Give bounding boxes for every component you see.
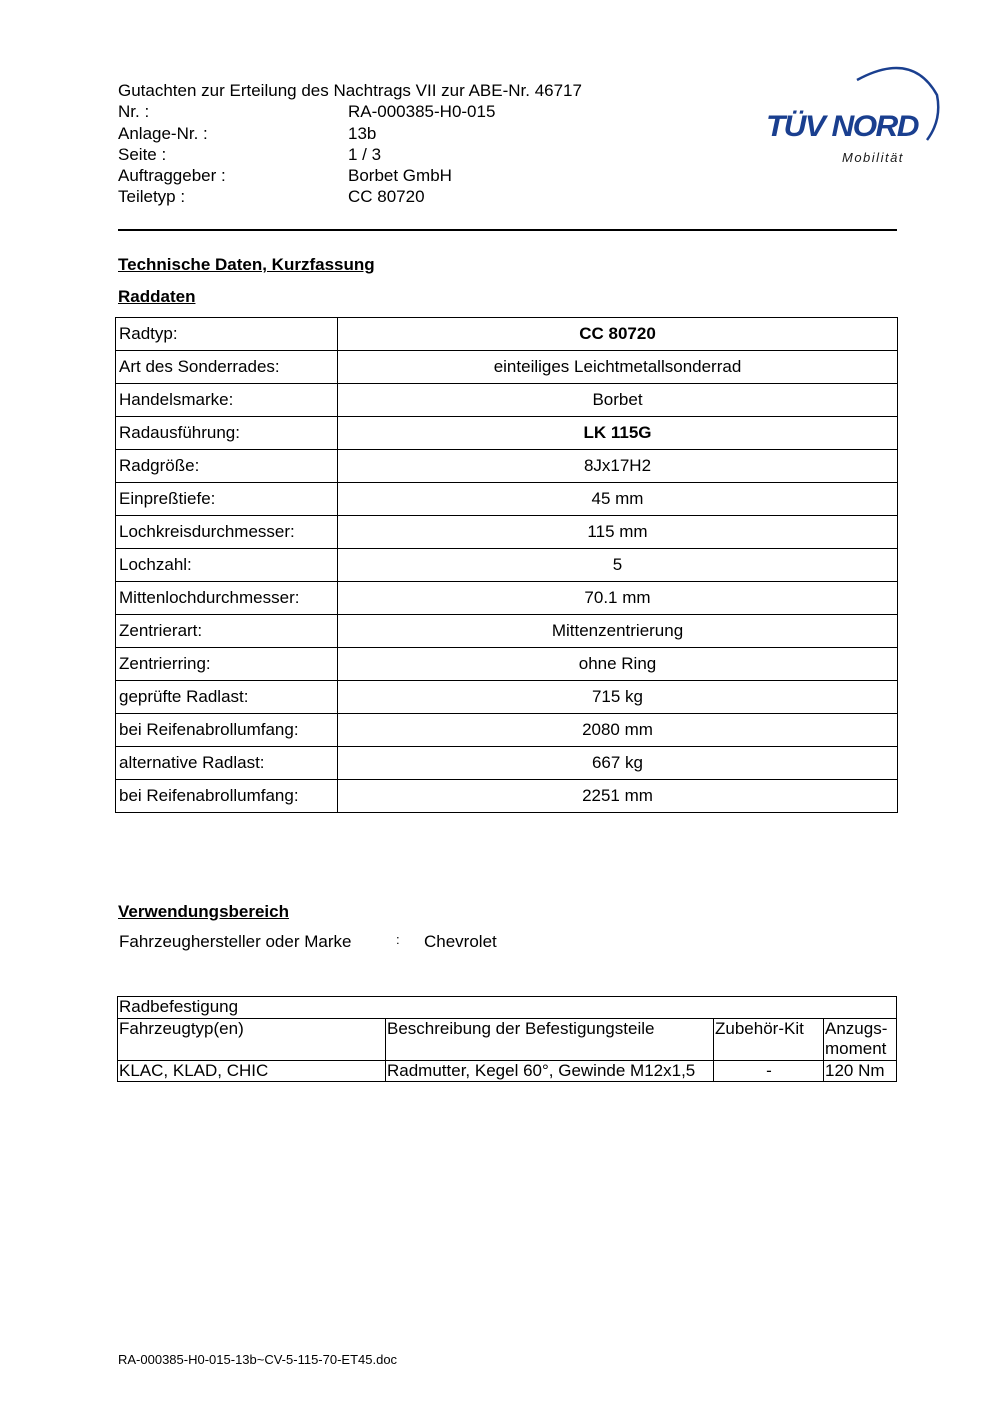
raddaten-value: 667 kg	[338, 747, 898, 780]
raddaten-value: 5	[338, 549, 898, 582]
header-row-nr	[118, 101, 582, 122]
raddaten-value: 70.1 mm	[338, 582, 898, 615]
fixing-header-kit: Zubehör-Kit	[714, 1018, 824, 1060]
table-row	[116, 483, 898, 516]
wheel-fixing-table	[117, 996, 897, 1082]
raddaten-value: CC 80720	[338, 318, 898, 351]
document-header	[118, 80, 582, 208]
table-row	[116, 549, 898, 582]
header-value: RA-000385-H0-015	[348, 102, 496, 122]
table-row	[116, 318, 898, 351]
report-title: Gutachten zur Erteilung des Nachtrags VII zur ABE-Nr. 46717	[118, 81, 582, 100]
raddaten-value: 2251 mm	[338, 780, 898, 813]
raddaten-value: 2080 mm	[338, 714, 898, 747]
header-row-auftraggeber	[118, 165, 582, 186]
table-row	[116, 417, 898, 450]
fixing-title: Radbefestigung	[118, 997, 897, 1019]
header-value: CC 80720	[348, 187, 425, 207]
raddaten-label: Lochkreisdurchmesser:	[116, 516, 338, 549]
table-row	[116, 615, 898, 648]
table-row	[116, 714, 898, 747]
raddaten-label: Handelsmarke:	[116, 384, 338, 417]
fixing-header-desc: Beschreibung der Befestigungsteile	[386, 1018, 714, 1060]
fixing-description: Radmutter, Kegel 60°, Gewinde M12x1,5	[386, 1060, 714, 1082]
header-label: Teiletyp :	[118, 187, 186, 207]
fixing-title-row	[118, 997, 897, 1019]
logo-brand: TÜV NORD	[766, 110, 918, 143]
raddaten-label: Mittenlochdurchmesser:	[116, 582, 338, 615]
raddaten-label: Radgröße:	[116, 450, 338, 483]
header-divider	[118, 229, 897, 231]
raddaten-label: Zentrierart:	[116, 615, 338, 648]
raddaten-value: 115 mm	[338, 516, 898, 549]
fixing-vehicle-types: KLAC, KLAD, CHIC	[118, 1060, 386, 1082]
fixing-header-types: Fahrzeugtyp(en)	[118, 1018, 386, 1060]
table-row	[116, 747, 898, 780]
raddaten-value: Borbet	[338, 384, 898, 417]
raddaten-value: 45 mm	[338, 483, 898, 516]
maker-label: Fahrzeughersteller oder Marke	[119, 932, 352, 951]
section-heading-tech: Technische Daten, Kurzfassung	[118, 255, 375, 274]
header-label: Anlage-Nr. :	[118, 123, 208, 143]
section-heading-verwendung: Verwendungsbereich	[118, 902, 289, 921]
raddaten-label: Radtyp:	[116, 318, 338, 351]
raddaten-label: alternative Radlast:	[116, 747, 338, 780]
table-row	[116, 516, 898, 549]
table-row	[116, 384, 898, 417]
table-row	[116, 450, 898, 483]
table-row	[116, 351, 898, 384]
header-row-teiletyp	[118, 186, 582, 207]
raddaten-value: 8Jx17H2	[338, 450, 898, 483]
section-heading-raddaten: Raddaten	[118, 287, 196, 306]
header-value: 1 / 3	[348, 144, 382, 164]
maker-value: Chevrolet	[424, 932, 497, 951]
logo-subtitle: Mobilität	[842, 150, 904, 165]
table-row	[116, 582, 898, 615]
maker-colon: :	[396, 932, 400, 947]
footer-filename: RA-000385-H0-015-13b~CV-5-115-70-ET45.doc	[118, 1352, 398, 1367]
raddaten-label: bei Reifenabrollumfang:	[116, 780, 338, 813]
header-value: 13b	[348, 123, 377, 143]
raddaten-value: LK 115G	[338, 417, 898, 450]
table-row	[116, 780, 898, 813]
fixing-header-row	[118, 1018, 897, 1060]
fixing-kit: -	[714, 1060, 824, 1082]
table-row	[118, 1060, 897, 1082]
header-label: Auftraggeber :	[118, 166, 226, 186]
raddaten-label: Zentrierring:	[116, 648, 338, 681]
raddaten-label: geprüfte Radlast:	[116, 681, 338, 714]
raddaten-value: 715 kg	[338, 681, 898, 714]
vehicle-maker-row	[119, 932, 497, 952]
raddaten-label: Art des Sonderrades:	[116, 351, 338, 384]
raddaten-label: Lochzahl:	[116, 549, 338, 582]
header-row-seite	[118, 144, 582, 165]
table-row	[116, 648, 898, 681]
raddaten-value: einteiliges Leichtmetallsonderrad	[338, 351, 898, 384]
table-row	[116, 681, 898, 714]
raddaten-label: Radausführung:	[116, 417, 338, 450]
fixing-header-torque: Anzugs-moment	[824, 1018, 897, 1060]
raddaten-table	[115, 317, 898, 813]
raddaten-value: ohne Ring	[338, 648, 898, 681]
header-row-anlage	[118, 123, 582, 144]
raddaten-value: Mittenzentrierung	[338, 615, 898, 648]
header-label: Seite :	[118, 144, 167, 164]
tuev-nord-logo	[762, 60, 942, 170]
header-value: Borbet GmbH	[348, 166, 452, 186]
raddaten-label: Einpreßtiefe:	[116, 483, 338, 516]
raddaten-label: bei Reifenabrollumfang:	[116, 714, 338, 747]
fixing-torque: 120 Nm	[824, 1060, 897, 1082]
header-label: Nr. :	[118, 102, 150, 122]
